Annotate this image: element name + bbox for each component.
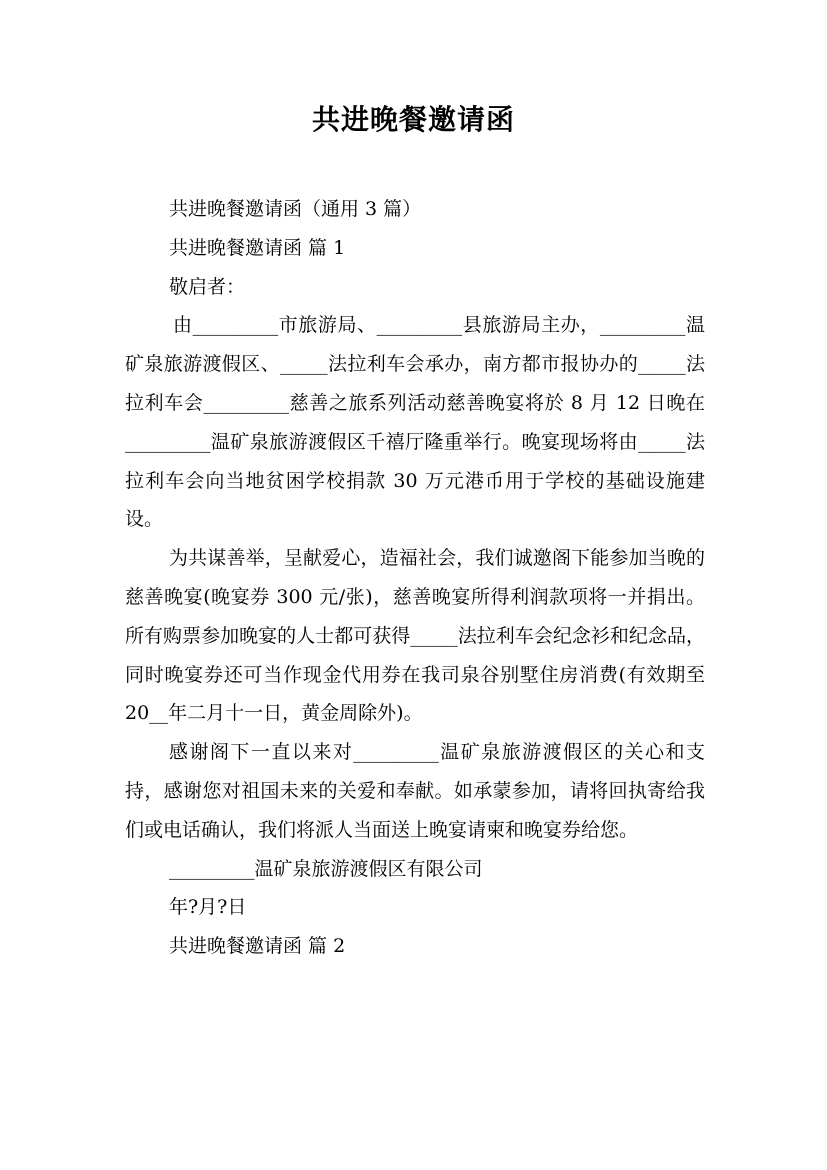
paragraph-thanks: 感谢阁下一直以来对_________温矿泉旅游渡假区的关心和支持，感谢您对祖国未来的关爱和奉献。如承蒙参加，请将回执寄给我们或电话确认，我们将派人当面送上晚宴请柬和晚宴券给您。 xyxy=(125,741,705,841)
paragraph-event-intro: 由_________市旅游局、_________县旅游局主办，_________温矿泉旅游渡假区、_____法拉利车会承办，南方都市报协办的_____法拉利车会_________慈善之旅系列活动慈善晚宴将於 8 月 12 日晚在_________温矿泉旅游渡假区千禧厅隆重举行。晚宴现场将由_____法拉利车会向当地贫困学校捐款 30 万元港币用于学校的基础设施建设。 xyxy=(125,314,705,531)
salutation: 敬启者： xyxy=(169,275,246,298)
signature: _________温矿泉旅游渡假区有限公司 xyxy=(169,857,483,880)
section-heading-2: 共进晚餐邀请函 篇 2 xyxy=(169,935,346,958)
document-title: 共进晚餐邀请函 xyxy=(311,103,515,136)
paragraph-invitation: 为共谋善举，呈献爱心，造福社会，我们诚邀阁下能参加当晚的慈善晚宴(晚宴券 300 元/张)，慈善晚宴所得利润款项将一并捐出。所有购票参加晚宴的人士都可获得_____法拉利车会纪念衫和纪念品，同时晚宴券还可当作现金代用券在我司泉谷别墅住房消费(有效期至 20__年二月十一日，黄金周除外)。 xyxy=(125,547,705,725)
document-body xyxy=(125,190,705,966)
section-heading-1: 共进晚餐邀请函 篇 1 xyxy=(169,236,346,259)
date-line: 年?月?日 xyxy=(169,896,247,919)
document-subtitle: 共进晚餐邀请函（通用 3 篇） xyxy=(169,198,422,220)
